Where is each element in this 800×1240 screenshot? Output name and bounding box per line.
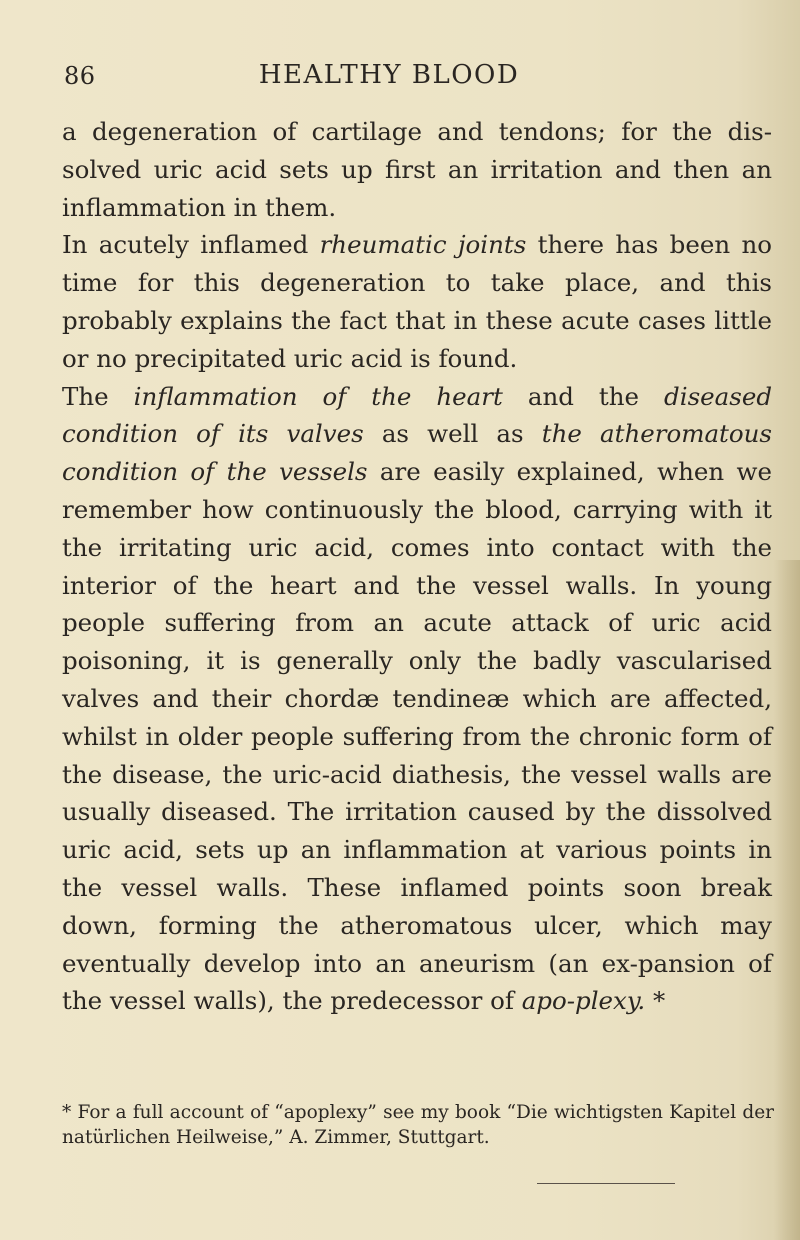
italic-phrase: rheumatic joints bbox=[319, 230, 527, 260]
running-head bbox=[0, 58, 800, 92]
paragraph bbox=[62, 113, 772, 226]
text-run: * bbox=[645, 986, 666, 1016]
paragraph bbox=[62, 378, 772, 1021]
body-text bbox=[62, 113, 772, 1020]
footnote: * For a full account of “apoplexy” see my book “Die wichtigsten Kapitel der natürlichen Heilweise,” A. Zimmer, Stuttgart. bbox=[62, 1102, 774, 1148]
page-edge-shadow bbox=[774, 560, 800, 1240]
italic-phrase: the atheromatous condition of the vessels bbox=[62, 419, 773, 487]
italic-phrase: apo-plexy. bbox=[521, 986, 646, 1016]
footer-rule bbox=[537, 1183, 675, 1184]
italic-phrase: diseased condition of its valves bbox=[62, 381, 772, 449]
text-run: are easily explained, when we remember how continuously the blood, carrying with it the irritating uric acid, comes into contact with the interior of the heart and the vessel walls. In young people suffering from an acute attack of uric acid poisoning, it is generally only the badly vascularised valves and their chordæ tendineæ which are affected, whilst in older people suffering from the chronic form of the disease, the uric-acid diathesis, the vessel walls are usually diseased. The irritation caused by the dissolved uric acid, sets up an inflammation at various points in the vessel walls. These inflamed points soon break down, forming the atheromatous ulcer, which may eventually develop into an aneurism (an ex-pansion of the vessel walls), the predecessor of bbox=[62, 457, 772, 1016]
text-run: and the bbox=[502, 381, 665, 411]
page-number: 86 bbox=[64, 62, 96, 90]
italic-phrase: inflammation of the heart bbox=[133, 381, 503, 411]
running-title: HEALTHY BLOOD bbox=[258, 60, 520, 90]
text-run: In acutely inflamed bbox=[62, 230, 320, 260]
text-run: there has been no time for this degeneration to take place, and this probably explains the fact that in these acute cases little or no precipitated uric acid is found. bbox=[62, 230, 772, 373]
text-run: as well as bbox=[363, 419, 542, 449]
text-run: a degeneration of cartilage and tendons; for the dis-solved uric acid sets up first an irritation and then an inflammation in them. bbox=[62, 117, 772, 222]
paragraph bbox=[62, 226, 772, 377]
text-run: The bbox=[62, 381, 134, 411]
